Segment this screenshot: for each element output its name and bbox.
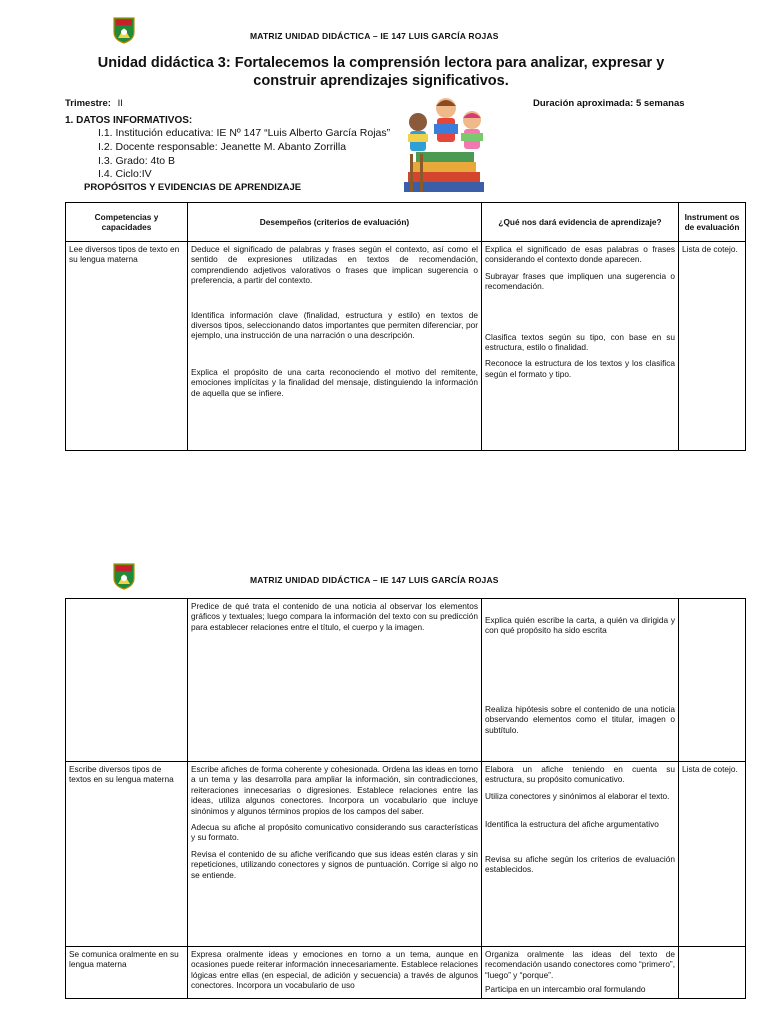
desempeno-cell bbox=[188, 762, 482, 947]
datos-item: I.4. Ciclo:IV bbox=[98, 168, 152, 180]
evidencia-item: Revisa su afiche según los criterios de evaluación establecidos. bbox=[485, 853, 675, 875]
trimestre-label: Trimestre: bbox=[65, 98, 111, 109]
document-header: MATRIZ UNIDAD DIDÁCTICA – IE 147 LUIS GARCÍA ROJAS bbox=[250, 575, 499, 585]
evidencia-cell bbox=[482, 947, 679, 999]
desempeno-item: Expresa oralmente ideas y emociones en torno a un tema, aunque en ocasiones puede reiterar información innecesariamente. Establece relaciones lógicas entre ellas (en especial, de adición y secuencia) a través de algunos conectores. Incorpora un vocabulario de uso bbox=[191, 949, 478, 991]
desempeno-item: Deduce el significado de palabras y frases según el contexto, así como el sentido de expresiones utilizadas en textos de recomendación, comprendiendo adjetivos valorativos o frases que implican sugerencia o preferencia, a partir del contexto. bbox=[191, 244, 478, 286]
page2-table bbox=[65, 598, 746, 999]
evidencia-item: Participa en un intercambio oral formulando bbox=[485, 984, 646, 995]
instrumento-cell: Lista de cotejo. bbox=[679, 762, 746, 947]
unit-title-line2: construir aprendizajes significativos. bbox=[253, 73, 509, 89]
page1-table bbox=[65, 202, 746, 451]
desempeno-cell bbox=[188, 599, 482, 762]
competencia-cell: Lee diversos tipos de texto en su lengua materna bbox=[66, 242, 188, 451]
instrumento-cell bbox=[679, 947, 746, 999]
desempeno-item: Predice de qué trata el contenido de una noticia al observar los elementos gráficos y textuales; luego compara la información del texto con su predicción para establecer relaciones entre el título, el cuerpo y la imagen. bbox=[191, 601, 478, 632]
duracion: Duración aproximada: 5 semanas bbox=[533, 98, 685, 109]
evidencia-item: Subrayar frases que impliquen una sugerencia o recomendación. bbox=[485, 270, 675, 292]
evidencia-cell bbox=[482, 599, 679, 762]
desempeno-item: Identifica información clave (finalidad, estructura y estilo) en textos de diversos tipos, seleccionando datos importantes que permiten diferenciar, por ejemplo, una instrucción de una narración o una descripción. bbox=[191, 309, 478, 341]
evidencia-item: Reconoce la estructura de los textos y los clasifica según el formato y tipo. bbox=[485, 358, 675, 379]
datos-item: I.2. Docente responsable: Jeanette M. Abanto Zorrilla bbox=[98, 141, 347, 153]
desempeno-cell bbox=[188, 947, 482, 999]
document-header: MATRIZ UNIDAD DIDÁCTICA – IE 147 LUIS GARCÍA ROJAS bbox=[250, 31, 499, 41]
unit-title-line1: Unidad didáctica 3: Fortalecemos la comprensión lectora para analizar, expresar y bbox=[97, 55, 665, 71]
trimestre bbox=[65, 98, 123, 109]
desempeno-item: Escribe afiches de forma coherente y cohesionada. Ordena las ideas en torno a un tema y las desarrolla para ampliar la información, sin contradicciones, reiteraciones innecesarias o digresiones. Establece relaciones entre las ideas, utiliza algunos conectores. Incorpora un vocabulario que incluye sinónimos y algunos términos propios de los campos del saber. bbox=[191, 764, 478, 816]
desempeno-item: Revisa el contenido de su afiche verificando que sus ideas estén claras y sin repeticiones, utilizando conectores y signos de puntuación. Corrige si algo no se entiende. bbox=[191, 848, 478, 880]
propositos-heading: PROPÓSITOS Y EVIDENCIAS DE APRENDIZAJE bbox=[84, 182, 302, 193]
competencia-cell: Escribe diversos tipos de textos en su lengua materna bbox=[66, 762, 188, 947]
evidencia-item: Elabora un afiche teniendo en cuenta su estructura, su propósito comunicativo. bbox=[485, 764, 675, 785]
school-crest-logo bbox=[112, 16, 136, 44]
evidencia-item: Organiza oralmente las ideas del texto de recomendación usando conectores como “primero”, “luego” y “porque”. bbox=[485, 949, 675, 980]
trimestre-value: II bbox=[117, 98, 123, 109]
competencia-cell: Se comunica oralmente en su lengua materna bbox=[66, 947, 188, 999]
header-evidencia: ¿Qué nos dará evidencia de aprendizaje? bbox=[482, 203, 679, 242]
instrumento-cell: Lista de cotejo. bbox=[679, 242, 746, 451]
evidencia-item: Utiliza conectores y sinónimos al elaborar el texto. bbox=[485, 790, 670, 801]
datos-item: I.1. Institución educativa: IE Nº 147 “Luis Alberto García Rojas” bbox=[98, 127, 391, 139]
school-crest-logo bbox=[112, 562, 136, 590]
datos-heading: 1. DATOS INFORMATIVOS: bbox=[65, 115, 193, 126]
competencia-cell bbox=[66, 599, 188, 762]
desempeno-item: Explica el propósito de una carta reconociendo el motivo del remitente, emociones implícitas y la finalidad del mensaje, distinguiendo la información de aquella que se infiere. bbox=[191, 366, 478, 398]
evidencia-item: Clasifica textos según su tipo, con base en su estructura, estilo o finalidad. bbox=[485, 331, 675, 353]
children-reading-illustration bbox=[400, 94, 490, 196]
evidencia-cell bbox=[482, 242, 679, 451]
desempeno-cell bbox=[188, 242, 482, 451]
desempeno-item: Adecua su afiche al propósito comunicativo considerando sus características y su formato. bbox=[191, 822, 478, 843]
evidencia-cell bbox=[482, 762, 679, 947]
evidencia-item: Identifica la estructura del afiche argumentativo bbox=[485, 819, 659, 830]
evidencia-item: Explica el significado de esas palabras o frases considerando el contexto donde aparecen. bbox=[485, 244, 675, 265]
evidencia-item: Explica quién escribe la carta, a quién va dirigida y con qué propósito ha sido escrita bbox=[485, 615, 675, 636]
header-competencias: Competencias y capacidades bbox=[66, 203, 188, 242]
evidencia-item: Realiza hipótesis sobre el contenido de una noticia observando elementos como el titular, imagen o subtítulo. bbox=[485, 703, 675, 735]
header-desempenos: Desempeños (criterios de evaluación) bbox=[188, 203, 482, 242]
header-instrumento: Instrument os de evaluación bbox=[679, 203, 746, 242]
datos-item: I.3. Grado: 4to B bbox=[98, 155, 176, 167]
instrumento-cell bbox=[679, 599, 746, 762]
